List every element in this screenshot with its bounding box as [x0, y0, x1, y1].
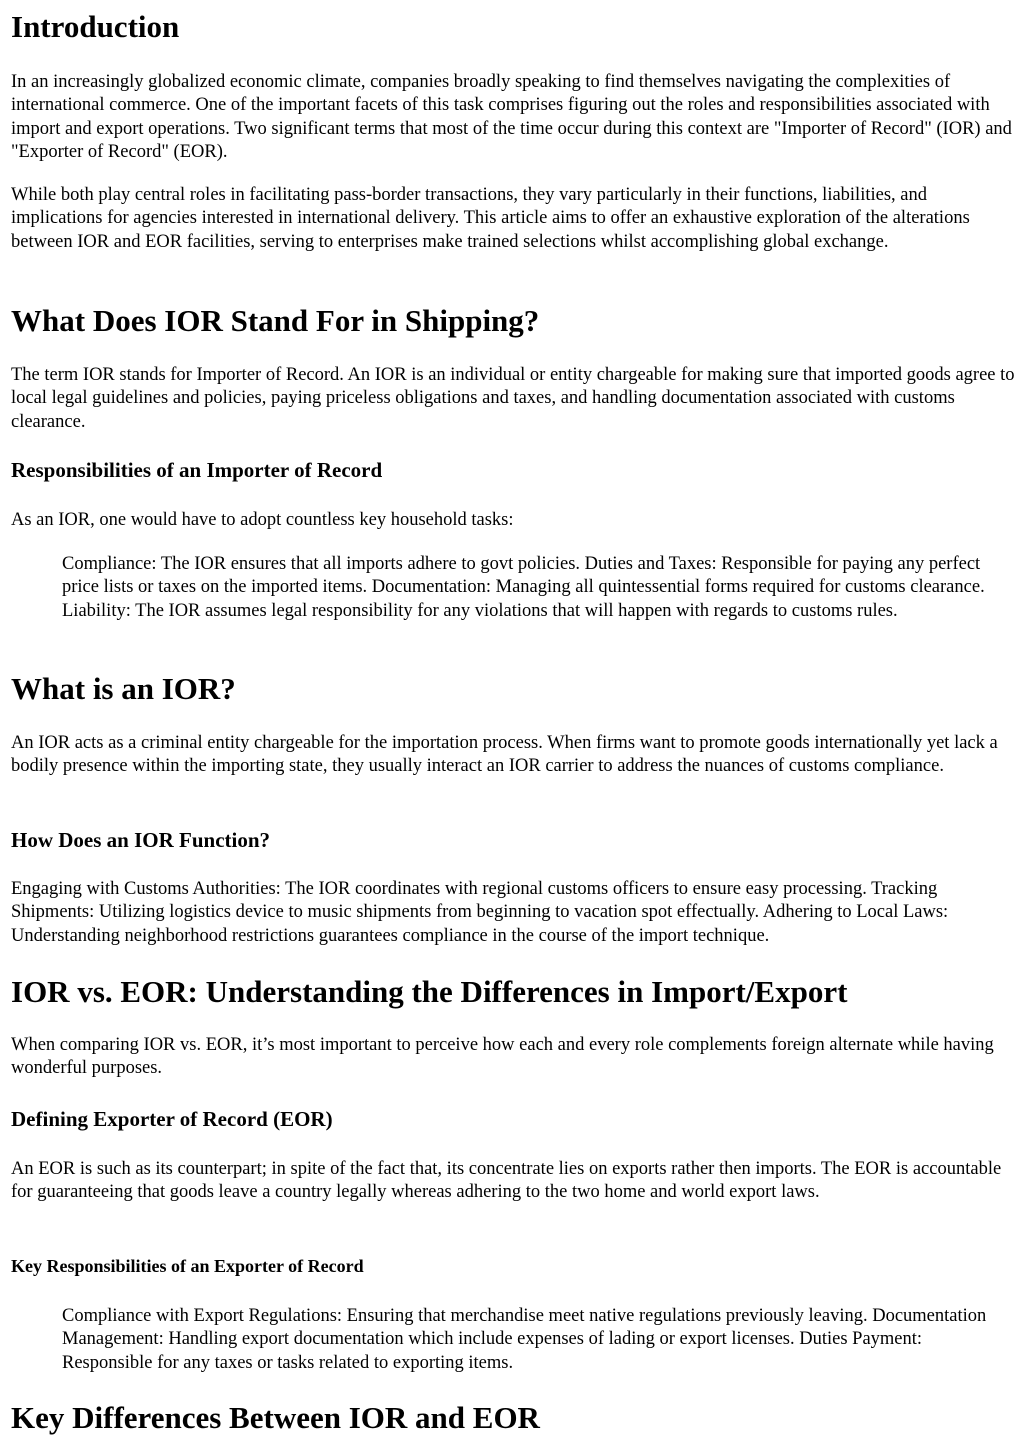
heading-ior-stand: What Does IOR Stand For in Shipping?: [11, 303, 540, 338]
paragraph-defining-eor: An EOR is such as its counterpart; in spite of the fact that, its concentrate lies on exports rather then imports. The EOR is accountable for guaranteeing that goods leave a country legally whereas adhering to the two home and world export laws.: [11, 1159, 1002, 1203]
paragraph-intro-1: In an increasingly globalized economic climate, companies broadly speaking to find themselves navigating the complexities of international commerce. One of the important facets of this task comprises figuring out the roles and responsibilities associated with import and export operations. Two significant terms that most of the time occur during this context are "Importer of Record" (IOR) and "Exporter of Record" (EOR).: [11, 72, 1012, 162]
paragraph-what-is-ior: An IOR acts as a criminal entity chargeable for the importation process. When firms want to promote goods internationally yet lack a bodily presence within the importing state, they usually interact an IOR carrier to address the nuances of customs compliance.: [11, 733, 998, 777]
heading-key-differences: Key Differences Between IOR and EOR: [11, 1400, 540, 1435]
heading-what-is-ior: What is an IOR?: [11, 671, 236, 706]
heading-ior-vs-eor: IOR vs. EOR: Understanding the Differences in Import/Export: [11, 974, 848, 1009]
paragraph-ior-function: Engaging with Customs Authorities: The IOR coordinates with regional customs officers to ensure easy processing. Tracking Shipments: Utilizing logistics device to music shipments from beginning to vacation spot effectually. Adhering to Local Laws: Understanding neighborhood restrictions guarantees compliance in the course of the import technique.: [11, 879, 949, 946]
blockquote-eor-responsibilities: Compliance with Export Regulations: Ensuring that merchandise meet native regulations previously leaving. Documentation Management: Handling export documentation which include expenses of lading or export licenses. Duties Payment: Responsible for any taxes or tasks related to exporting items.: [62, 1306, 987, 1373]
paragraph-ior-stand: The term IOR stands for Importer of Record. An IOR is an individual or entity chargeable for making sure that imported goods agree to local legal guidelines and policies, paying priceless obligations and taxes, and handling documentation associated with customs clearance.: [11, 365, 1015, 432]
heading-ior-function: How Does an IOR Function?: [11, 828, 271, 852]
paragraph-intro-2: While both play central roles in facilitating pass-border transactions, they vary particularly in their functions, liabilities, and implications for agencies interested in international delivery. This article aims to offer an exhaustive exploration of the alterations between IOR and EOR facilities, serving to enterprises make trained selections whilst accomplishing global exchange.: [11, 185, 970, 252]
heading-defining-eor: Defining Exporter of Record (EOR): [11, 1107, 333, 1131]
paragraph-ior-vs-eor: When comparing IOR vs. EOR, it’s most important to perceive how each and every role complements foreign alternate while having wonderful purposes.: [11, 1035, 994, 1079]
heading-eor-responsibilities: Key Responsibilities of an Exporter of Record: [11, 1256, 364, 1276]
blockquote-responsibilities-ior: Compliance: The IOR ensures that all imports adhere to govt policies. Duties and Taxes: Responsible for paying any perfect price lists or taxes on the imported items. Documentation: Managing all quintessential forms required for customs clearance. Liability: The IOR assumes legal responsibility for any violations that will happen with regards to customs rules.: [62, 554, 985, 621]
paragraph-responsibilities-ior: As an IOR, one would have to adopt countless key household tasks:: [11, 510, 514, 530]
heading-responsibilities-ior: Responsibilities of an Importer of Record: [11, 458, 383, 482]
heading-introduction: Introduction: [11, 9, 180, 44]
